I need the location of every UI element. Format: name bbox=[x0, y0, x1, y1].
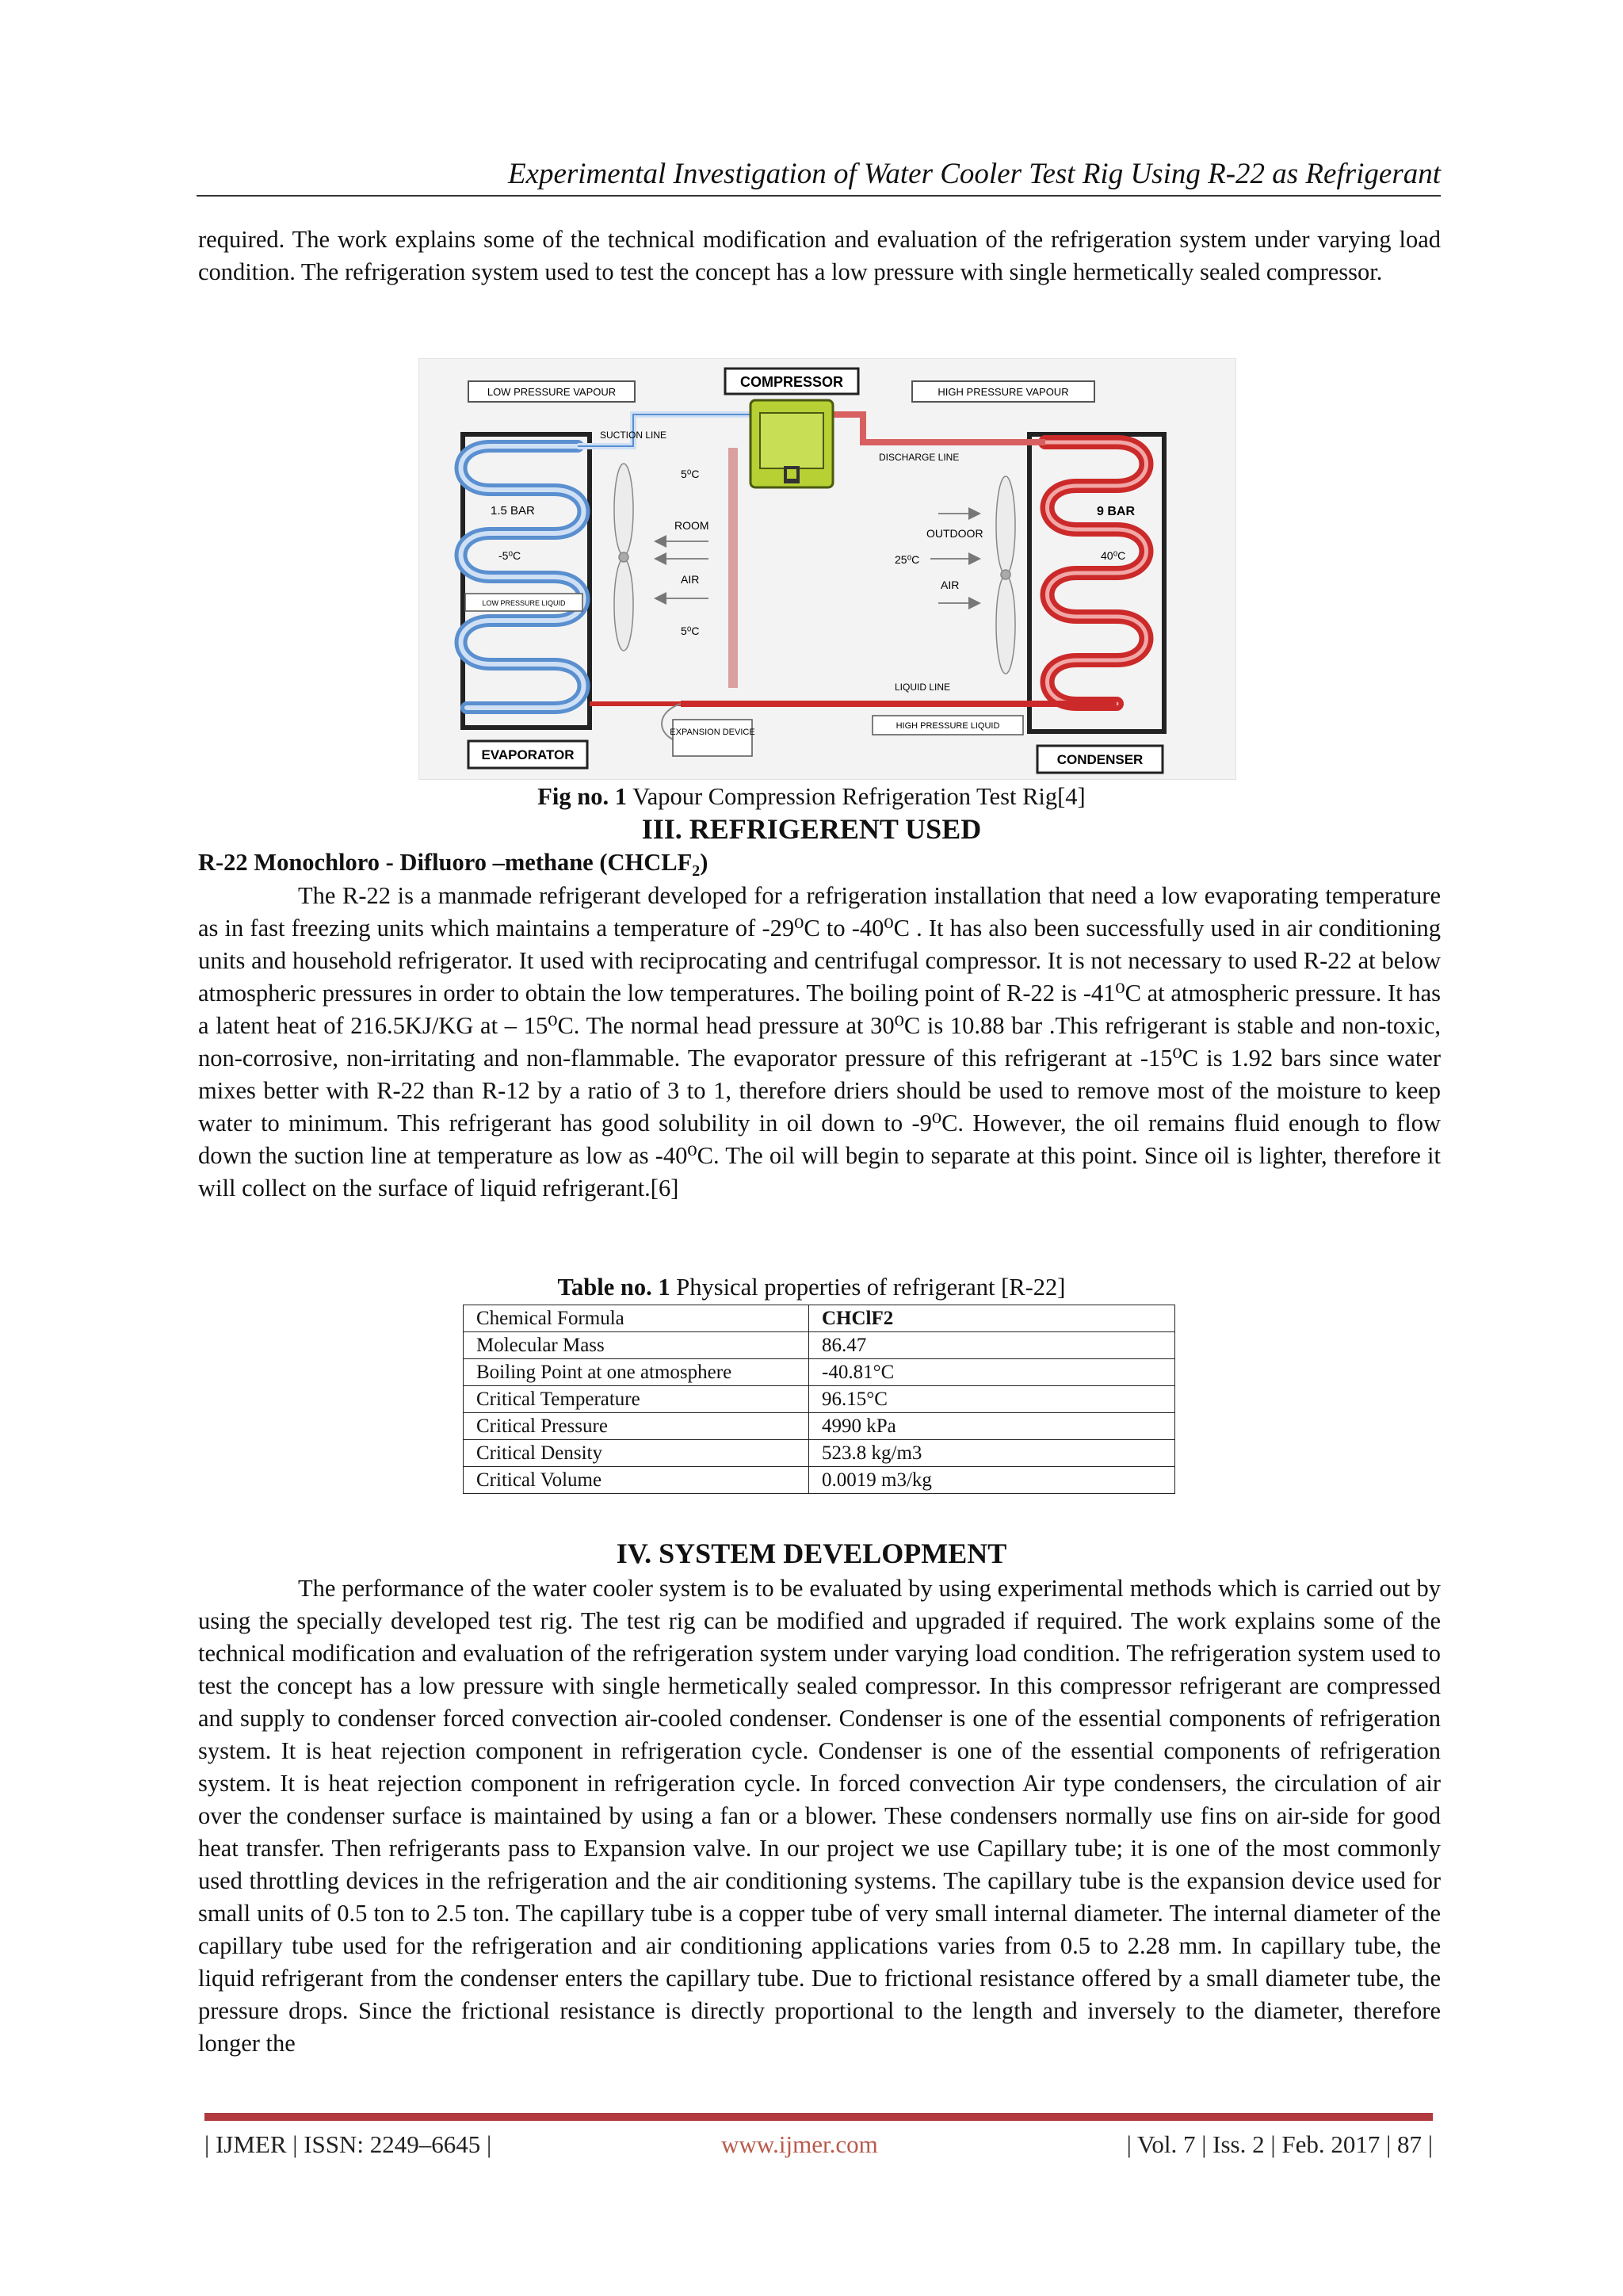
table-row bbox=[464, 1386, 1175, 1413]
property-value: 96.15°C bbox=[809, 1386, 1175, 1413]
outdoor-label: OUTDOOR bbox=[926, 527, 983, 540]
property-value: 523.8 kg/m3 bbox=[809, 1440, 1175, 1467]
figure-caption bbox=[0, 781, 1623, 812]
room-top-temp: 5⁰C bbox=[681, 468, 700, 480]
table-caption-text: Physical properties of refrigerant [R-22] bbox=[670, 1274, 1066, 1301]
footer-rule bbox=[204, 2113, 1433, 2121]
high-pressure-liquid-label: HIGH PRESSURE LIQUID bbox=[896, 721, 1000, 731]
property-name: Molecular Mass bbox=[464, 1332, 809, 1359]
property-value: CHClF2 bbox=[809, 1305, 1175, 1332]
property-value: 4990 kPa bbox=[809, 1413, 1175, 1440]
high-pressure-vapour-label: HIGH PRESSURE VAPOUR bbox=[938, 386, 1069, 398]
properties-table bbox=[463, 1305, 1175, 1494]
low-pressure-vapour-label: LOW PRESSURE VAPOUR bbox=[487, 386, 617, 398]
property-name: Critical Temperature bbox=[464, 1386, 809, 1413]
cond-temp: 40⁰C bbox=[1101, 549, 1126, 562]
property-name: Boiling Point at one atmosphere bbox=[464, 1359, 809, 1386]
evaporator-label: EVAPORATOR bbox=[481, 747, 575, 762]
diagram-svg bbox=[419, 359, 1235, 779]
outdoor-temp: 25⁰C bbox=[895, 553, 920, 566]
evap-pressure: 1.5 BAR bbox=[491, 504, 535, 518]
table-row bbox=[464, 1413, 1175, 1440]
figure-caption-label: Fig no. 1 bbox=[537, 783, 627, 810]
room-air-arrows bbox=[657, 541, 708, 598]
table-row bbox=[464, 1332, 1175, 1359]
expansion-device-label: EXPANSION DEVICE bbox=[670, 728, 755, 737]
cond-pressure: 9 BAR bbox=[1097, 505, 1136, 518]
low-pressure-liquid-label: LOW PRESSURE LIQUID bbox=[482, 599, 566, 607]
section-4-heading: IV. SYSTEM DEVELOPMENT bbox=[616, 1538, 1007, 1569]
table-row bbox=[464, 1467, 1175, 1494]
header-rule bbox=[197, 195, 1441, 197]
property-name: Chemical Formula bbox=[464, 1305, 809, 1332]
footer-journal-info: | IJMER | ISSN: 2249–6645 | bbox=[204, 2130, 492, 2158]
air-right-label: AIR bbox=[941, 579, 960, 591]
figure-caption-text: Vapour Compression Refrigeration Test Rig[4] bbox=[627, 783, 1086, 810]
table-row bbox=[464, 1305, 1175, 1332]
section-4-paragraph: The performance of the water cooler system is to be evaluated by using experimental methods which is carried out by using the specially developed test rig. The test rig can be modified and upgraded if required. The work explains some of the technical modification and evaluation of the refrigeration system under varying load condition. The refrigeration system used to test the concept has a low pressure with single hermetically sealed compressor. In this compressor refrigerant are compressed and supply to condenser forced convection air-cooled condenser. Condenser is one of the essential components of refrigeration system. It is heat rejection component in refrigeration cycle. Condenser is one of the essential components of refrigeration system. It is heat rejection component in refrigeration cycle. In forced convection Air type condensers, the circulation of air over the condenser surface is maintained by using a fan or a blower. These condensers normally use fins on air-side for good heat transfer. Then refrigerants pass to Expansion valve. In our project we use Capillary tube; it is one of the most commonly used throttling devices in the refrigeration and the air conditioning systems. The capillary tube is the expansion device used for small units of 0.5 ton to 2.5 ton. The capillary tube is a copper tube of very small internal diameter. The internal diameter of the capillary tube used for the refrigeration and air conditioning applications varies from 0.5 to 2.28 mm. In capillary tube, the liquid refrigerant from the condenser enters the capillary tube. Due to frictional resistance offered by a small diameter tube, the pressure drops. Since the frictional resistance is directly proportional to the length and inversely to the diameter, therefore longer the bbox=[198, 1575, 1441, 2057]
condenser-fan bbox=[996, 476, 1015, 674]
evap-temp: -5⁰C bbox=[498, 549, 521, 562]
refrigeration-diagram bbox=[418, 358, 1236, 780]
table-caption-label: Table no. 1 bbox=[557, 1274, 670, 1301]
room-label: ROOM bbox=[674, 519, 709, 532]
r22-subheading: R-22 Monochloro - Difluoro –methane $(CHCLF_2)$ bbox=[198, 849, 708, 881]
evaporator-fan bbox=[614, 464, 633, 651]
property-value: -40.81°C bbox=[809, 1359, 1175, 1386]
intro-paragraph: required. The work explains some of the technical modification and evaluation of the refrigeration system under varying load condition. The refrigeration system used to test the concept has a low pressure with single hermetically sealed compressor. bbox=[198, 226, 1441, 285]
discharge-line bbox=[833, 415, 1045, 442]
condenser-label: CONDENSER bbox=[1056, 752, 1144, 767]
air-left-label: AIR bbox=[681, 573, 700, 586]
property-name: Critical Pressure bbox=[464, 1413, 809, 1440]
room-bottom-temp: 5⁰C bbox=[681, 625, 700, 637]
table-row bbox=[464, 1359, 1175, 1386]
running-title: Experimental Investigation of Water Cooler Test Rig Using R-22 as Refrigerant bbox=[507, 158, 1441, 190]
discharge-line-label: DISCHARGE LINE bbox=[879, 452, 960, 463]
property-value: 0.0019 m3/kg bbox=[809, 1467, 1175, 1494]
suction-line-label: SUCTION LINE bbox=[600, 430, 667, 441]
table-caption bbox=[0, 1271, 1623, 1303]
footer-volume-info: | Vol. 7 | Iss. 2 | Feb. 2017 | 87 | bbox=[1126, 2130, 1433, 2158]
property-value: 86.47 bbox=[809, 1332, 1175, 1359]
table-row bbox=[464, 1440, 1175, 1467]
footer-website-link[interactable]: www.ijmer.com bbox=[721, 2130, 878, 2158]
liquid-line-label: LIQUID LINE bbox=[895, 682, 951, 693]
property-name: Critical Volume bbox=[464, 1467, 809, 1494]
compressor-label: COMPRESSOR bbox=[739, 374, 844, 390]
section-3-paragraph: The R-22 is a manmade refrigerant developed for a refrigeration installation that need a low evaporating temperature as in fast freezing units which maintains a temperature of -29⁰C to -40⁰C . It has also been successfully used in air conditioning units and household refrigerator. It used with reciprocating and centrifugal compressor. It is not necessary to used R-22 at below atmospheric pressures in order to obtain the low temperatures. The boiling point of R-22 is -41⁰C at atmospheric pressure. It has a latent heat of 216.5KJ/KG at – 15⁰C. The normal head pressure at 30⁰C is 10.88 bar .This refrigerant is stable and non-toxic, non-corrosive, non-irritating and non-flammable. The evaporator pressure of this refrigerant at -15⁰C is 1.92 bars since water mixes better with R-22 than R-12 by a ratio of 3 to 1, therefore driers should be used to remove most of the moisture to keep water to minimum. This refrigerant has good solubility in oil down to -9⁰C. However, the oil remains fluid enough to flow down the suction line at temperature as low as -40⁰C. The oil will begin to separate at this point. Since oil is lighter, therefore it will collect on the surface of liquid refrigerant.[6] bbox=[198, 882, 1441, 1201]
section-3-heading: III. REFRIGERENT USED bbox=[641, 813, 982, 845]
property-name: Critical Density bbox=[464, 1440, 809, 1467]
